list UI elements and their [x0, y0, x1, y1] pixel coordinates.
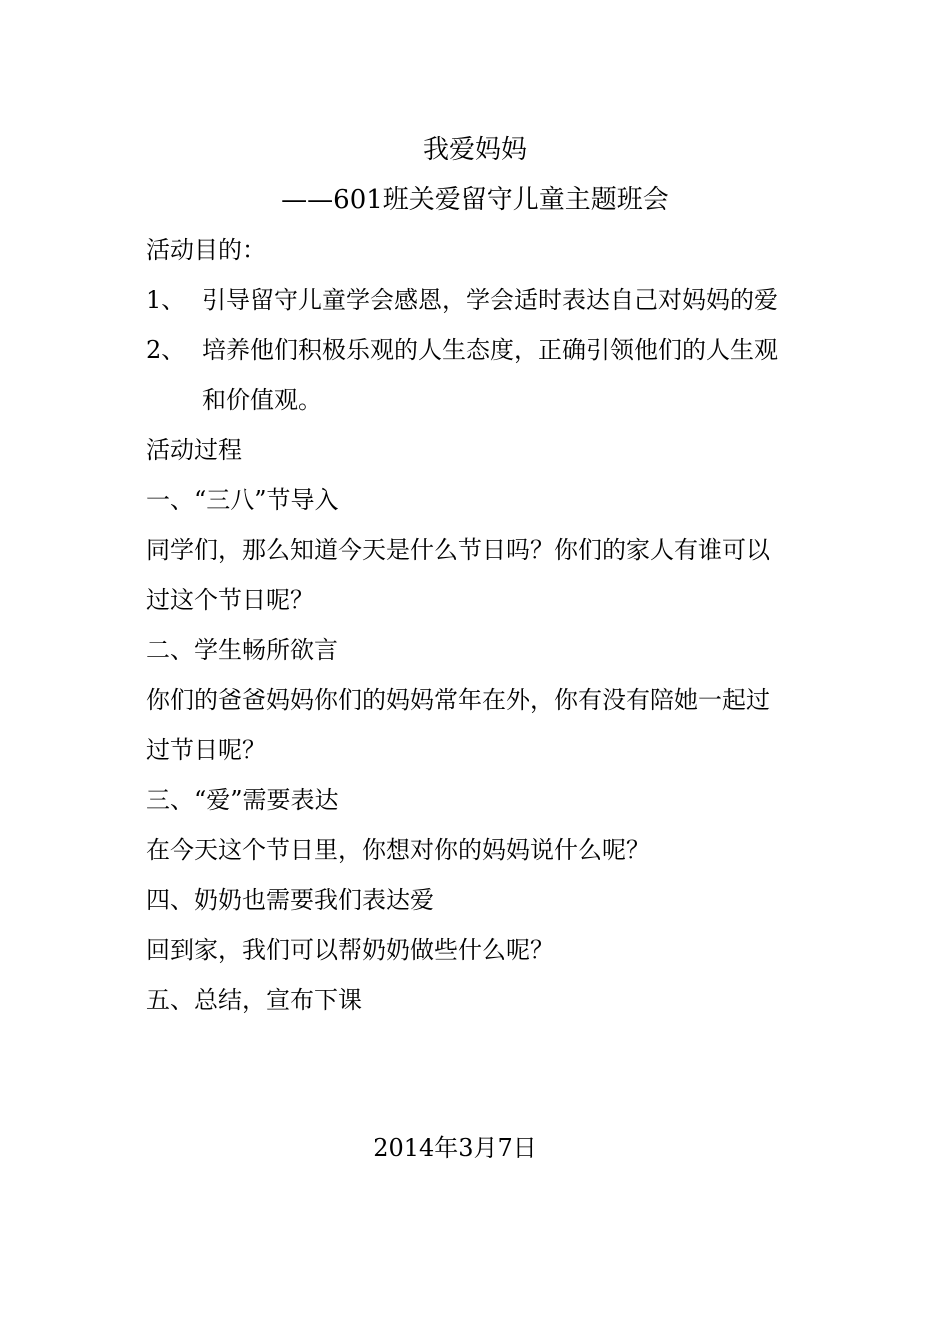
section-body-continued: 过节日呢？: [146, 736, 266, 764]
section-heading: 一、“三八”节导入: [146, 486, 339, 514]
section-heading: 五、总结，宣布下课: [146, 986, 362, 1014]
goal-number: 2、: [146, 336, 186, 364]
document-date: 2014年3月7日: [373, 1134, 537, 1162]
goal-text-continued: 和价值观。: [202, 386, 322, 414]
document-title: 我爱妈妈: [422, 135, 527, 165]
document-subtitle: ——601班关爱留守儿童主题班会: [281, 185, 669, 215]
section-heading: 二、学生畅所欲言: [146, 636, 338, 664]
section-body-continued: 过这个节日呢？: [146, 586, 314, 614]
section-body: 在今天这个节日里，你想对你的妈妈说什么呢？: [146, 836, 650, 864]
goal-number: 1、: [146, 286, 186, 314]
goal-text: 引导留守儿童学会感恩，学会适时表达自己对妈妈的爱: [202, 286, 778, 314]
goal-text: 培养他们积极乐观的人生态度，正确引领他们的人生观: [202, 336, 778, 364]
section-body: 回到家，我们可以帮奶奶做些什么呢？: [146, 936, 554, 964]
section-body: 你们的爸爸妈妈你们的妈妈常年在外，你有没有陪她一起过: [146, 686, 770, 714]
process-heading: 活动过程: [146, 436, 242, 464]
section-heading: 四、奶奶也需要我们表达爱: [146, 886, 434, 914]
section-body: 同学们，那么知道今天是什么节日吗？你们的家人有谁可以: [146, 536, 770, 564]
goal-heading: 活动目的：: [146, 236, 266, 264]
section-heading: 三、“爱”需要表达: [146, 786, 339, 814]
